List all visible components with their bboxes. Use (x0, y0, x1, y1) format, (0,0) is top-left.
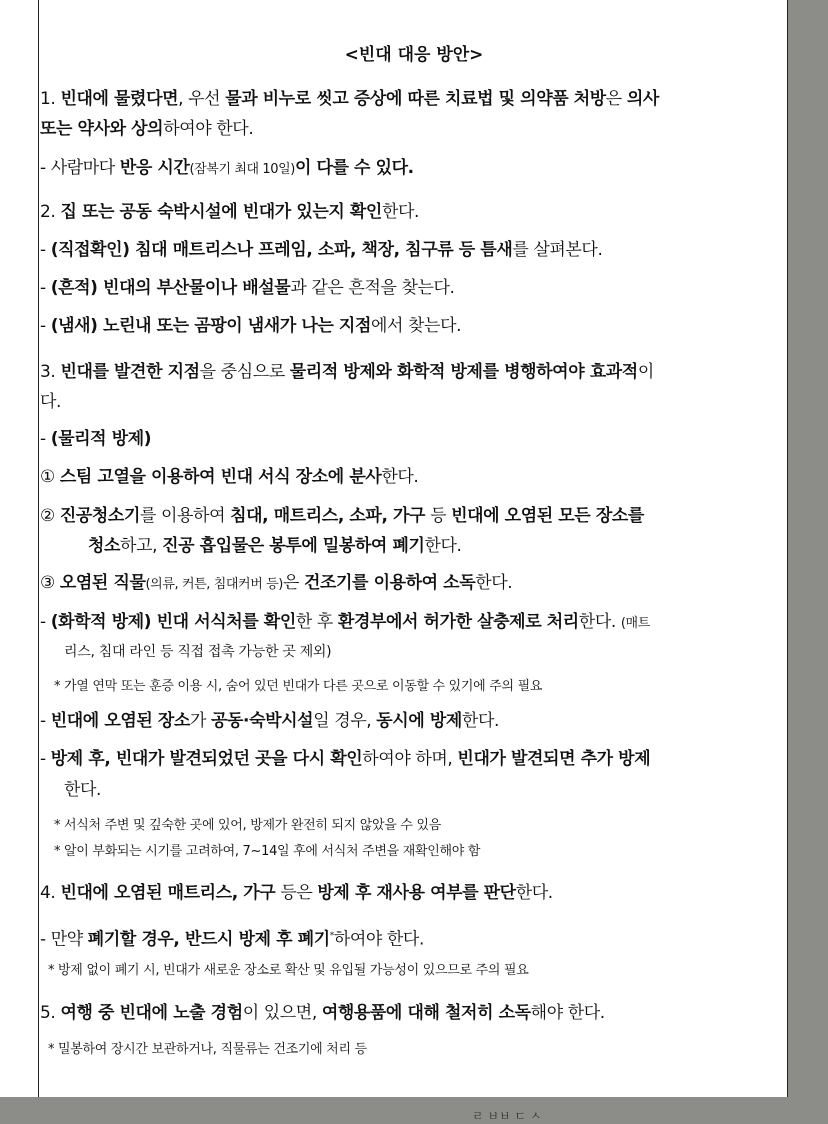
s2-line-2 (40, 237, 788, 263)
text: - 만약 (40, 929, 88, 950)
text: - (40, 316, 51, 336)
bold-text: 빈대에 오염된 매트리스, 가구 (60, 883, 276, 903)
text: 한다. (475, 573, 513, 593)
s3-line-7 (40, 570, 788, 598)
text: 일 경우, (313, 711, 377, 731)
text: 가 (189, 711, 211, 731)
bold-text: 물과 비누로 씻고 증상에 따른 치료법 및 의약품 처방 (225, 89, 606, 109)
s2-line-1 (40, 199, 788, 225)
bold-text: 방제 후 재사용 여부를 판단 (317, 883, 516, 903)
small-text: (의류, 커튼, 침대커버 등) (145, 577, 283, 592)
bold-text: 빈대에 물렸다면 (60, 89, 179, 109)
text: 하여야 하며, (362, 749, 458, 769)
bold-text: (냄새) 노린내 또는 곰팡이 냄새가 나는 지점 (50, 316, 371, 336)
s1-line-3 (40, 155, 788, 183)
text: 한다. (381, 202, 420, 222)
s4-line-2 (40, 923, 788, 953)
small-text: (매트 (620, 616, 650, 631)
s3-line-8 (40, 609, 788, 637)
bold-text: 빈대가 발견되면 추가 방제 (457, 749, 651, 769)
text: 과 같은 흔적을 찾는다. (290, 278, 455, 298)
text: 5. (40, 1003, 61, 1023)
s3-line-9: 리스, 침대 라인 등 직접 접촉 가능한 곳 제외) (64, 644, 332, 660)
s3-line-6 (88, 533, 788, 559)
text: 를 살펴본다. (512, 240, 603, 260)
s3-line-10 (40, 708, 788, 734)
s3-line-11 (40, 746, 788, 772)
text: 한 후 (295, 612, 338, 632)
text: 등은 (275, 883, 318, 903)
footnote-marker: * (329, 931, 334, 941)
text: 하고, (120, 536, 163, 556)
text: 은 (282, 573, 304, 593)
bold-text: 동시에 방제 (376, 711, 462, 731)
bold-text: 공동·숙박시설 (211, 711, 314, 731)
text: 한다. (515, 883, 553, 903)
s3-line-3 (40, 426, 788, 452)
text: 등 (425, 506, 452, 526)
bold-text: (화학적 방제) 빈대 서식처를 확인 (50, 612, 296, 632)
bold-text: 빈대에 오염된 모든 장소를 (451, 506, 644, 526)
text: 2. (40, 202, 61, 222)
text: - (40, 429, 51, 449)
text: 1. (40, 89, 61, 109)
text: 다. (40, 392, 62, 412)
s3-line-4 (40, 464, 788, 490)
bold-text: 빈대를 발견한 지점 (60, 362, 200, 382)
right-background-strip (788, 0, 828, 1115)
cut-off-text-fragment: ㄹ ㅂㅂ ㄷ ㅅ (472, 1109, 542, 1123)
s3-note-3: * 알이 부화되는 시기를 고려하여, 7~14일 후에 서식처 주변을 재확인해야 함 (54, 844, 481, 859)
text: 하여야 한다. (163, 119, 254, 139)
bold-text: (물리적 방제) (50, 429, 152, 449)
s4-note-1: * 방제 없이 폐기 시, 빈대가 새로운 장소로 확산 및 유입될 가능성이 있으므로 주의 필요 (48, 963, 529, 978)
s3-note-1: * 가열 연막 또는 훈증 이용 시, 숨어 있던 빈대가 다른 곳으로 이동할 수 있기에 주의 필요 (54, 679, 543, 694)
text: 한다. (424, 536, 462, 556)
bold-text: 빈대에 오염된 장소 (50, 711, 190, 731)
bold-text: 여행용품에 대해 철저히 소독 (321, 1003, 531, 1023)
s1-line-1 (40, 86, 788, 112)
text: 이 (637, 362, 654, 382)
text: 3. (40, 362, 61, 382)
text: ① (40, 467, 60, 487)
text: 한다. (381, 467, 419, 487)
s1-line-2 (40, 116, 788, 142)
bold-text: 의사 (626, 89, 659, 109)
s2-line-4 (40, 313, 788, 339)
bold-text: 여행 중 빈대에 노출 경험 (60, 1003, 243, 1023)
bold-text: (흔적) 빈대의 부산물이나 배설물 (50, 278, 291, 298)
bold-text: 물리적 방제와 화학적 방제를 병행하여야 효과적 (289, 362, 638, 382)
document-title: <빈대 대응 방안> (344, 45, 484, 65)
text: - (40, 240, 51, 260)
text: ③ (40, 573, 60, 593)
s4-line-1 (40, 880, 788, 906)
bold-text: 스팀 고열을 이용하여 빈대 서식 장소에 분사 (59, 467, 382, 487)
bold-text: 방제 후, 빈대가 발견되었던 곳을 다시 확인 (50, 749, 363, 769)
text: 한다. (578, 612, 621, 632)
text: - (40, 711, 51, 731)
bold-text: 반응 시간 (119, 158, 190, 178)
text: 한다. (64, 780, 102, 800)
s2-line-3 (40, 275, 788, 301)
s5-line-1 (40, 1000, 788, 1026)
text: - (40, 749, 51, 769)
s3-line-2 (40, 389, 788, 415)
bold-text: 오염된 직물 (59, 573, 146, 593)
s3-line-1 (40, 359, 788, 385)
bold-text: 청소 (88, 536, 121, 556)
s3-line-5 (40, 503, 788, 529)
bold-text: 진공청소기 (59, 506, 140, 526)
bold-text: (직접확인) 침대 매트리스나 프레임, 소파, 책장, 침구류 등 틈새 (50, 240, 513, 260)
text: - (40, 612, 51, 632)
s5-note-1: * 밀봉하여 장시간 보관하거나, 직물류는 건조기에 처리 등 (48, 1042, 367, 1057)
bold-text: 침대, 매트리스, 소파, 가구 (230, 506, 426, 526)
bold-text: 폐기할 경우, 반드시 방제 후 폐기 (87, 929, 330, 950)
bottom-background-strip (0, 1097, 828, 1123)
text: - 사람마다 (40, 158, 120, 178)
text: 이 있으면, (242, 1003, 322, 1023)
bold-text: 집 또는 공동 숙박시설에 빈대가 있는지 확인 (60, 202, 382, 222)
text: 4. (40, 883, 61, 903)
bold-text: 이 다를 수 있다. (294, 158, 414, 178)
small-text: (잠복기 최대 10일) (189, 162, 295, 177)
s3-note-2: * 서식처 주변 및 깊숙한 곳에 있어, 방제가 완전히 되지 않았을 수 있음 (54, 818, 441, 833)
bold-text: 진공 흡입물은 봉투에 밀봉하여 폐기 (162, 536, 425, 556)
text: , 우선 (178, 89, 226, 109)
text: - (40, 278, 51, 298)
text: 에서 찾는다. (370, 316, 462, 336)
bold-text: 건조기를 이용하여 소독 (303, 573, 476, 593)
text: 해야 한다. (530, 1003, 605, 1023)
bold-text: 환경부에서 허가한 살충제로 처리 (337, 612, 579, 632)
text: ② (40, 506, 60, 526)
text: 를 이용하여 (139, 506, 231, 526)
left-margin-rule (38, 0, 39, 1097)
text: 은 (605, 89, 627, 109)
text: 을 중심으로 (199, 362, 290, 382)
bold-text: 또는 약사와 상의 (40, 119, 164, 139)
text: 하여야 한다. (333, 929, 424, 950)
s3-line-12 (64, 777, 784, 803)
text: 한다. (461, 711, 499, 731)
